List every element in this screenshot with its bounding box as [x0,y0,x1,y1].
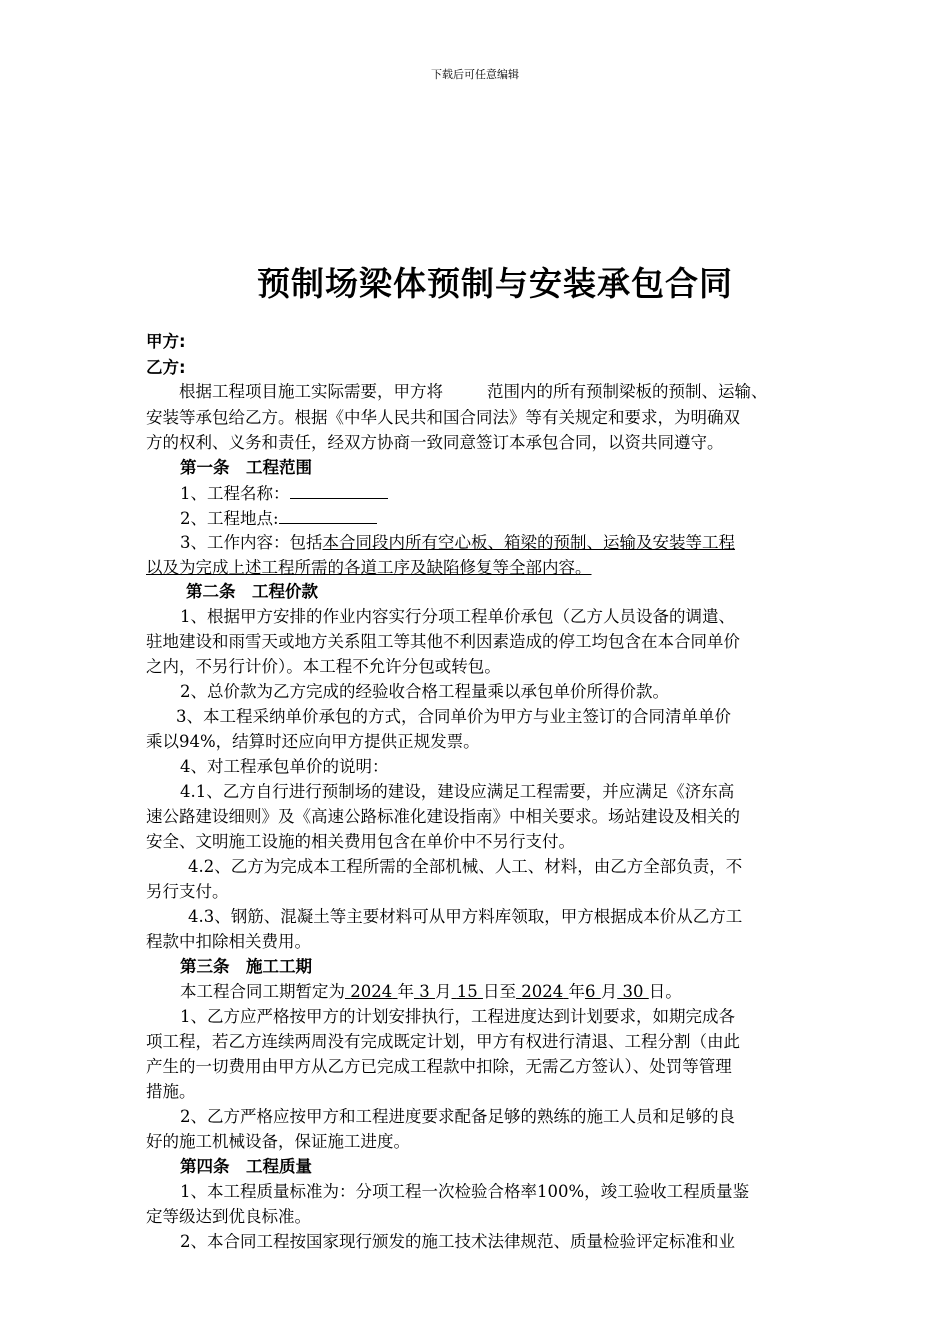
article-3-heading: 第三条 施工工期 [180,957,312,976]
page-header: 下载后可任意编辑 [431,68,519,81]
party-a-label: 甲方: [146,332,186,351]
project-name-blank [290,481,388,499]
art2-p42-line-1: 4.2、乙方为完成本工程所需的全部机械、人工、材料，由乙方全部负责，不 [188,857,743,876]
work-content-underlined-1: 本合同段内所有空心板、箱梁的预制、运输及安装等工程 [322,533,735,552]
art3-p2-line-1: 2、乙方严格应按甲方和工程进度要求配备足够的熟练的施工人员和足够的良 [180,1107,735,1126]
art2-p43-line-2: 程款中扣除相关费用。 [146,932,311,951]
art4-p1-line-2: 定等级达到优良标准。 [146,1207,311,1226]
intro-line-1 [146,380,846,404]
work-content-row [146,531,880,555]
art3-p1-line-3: 产生的一切费用由甲方从乙方已完成工程款中扣除，无需乙方签认）、处罚等管理 [146,1057,732,1076]
art2-p2: 2、总价款为乙方完成的经验收合格工程量乘以承包单价所得价款。 [180,682,669,701]
end-day-unit: 日。 [648,982,682,1001]
art2-p41-line-2: 速公路建设细则》及《高速公路标准化建设指南》中相关要求。场站建设及相关的 [146,807,740,826]
end-day: 30 [622,982,644,1001]
period-row [146,980,880,1004]
end-year-unit: 年 [568,982,585,1001]
art3-p1-line-4: 措施。 [146,1082,196,1101]
project-place-blank [279,506,377,524]
art3-p1-line-2: 项工程，若乙方连续两周没有完成既定计划，甲方有权进行清退、工程分割（由此 [146,1032,740,1051]
project-name-row [146,481,880,506]
art3-p1-line-1: 1、乙方应严格按甲方的计划安排执行，工程进度达到计划要求，如期完成各 [180,1007,735,1026]
start-year-unit: 年 [397,982,414,1001]
end-month: 6 [585,982,596,1001]
art3-p2-line-2: 好的施工机械设备，保证施工进度。 [146,1132,410,1151]
intro-line-2: 安装等承包给乙方。根据《中华人民共和国合同法》等有关规定和要求，为明确双 [146,408,740,427]
intro-line-3: 方的权利、义务和责任，经双方协商一致同意签订本承包合同，以资共同遵守。 [146,433,724,452]
intro-line-1a: 根据工程项目施工实际需要，甲方将 [179,382,443,401]
start-year: 2024 [350,982,393,1001]
contract-title: 预制场梁体预制与安装承包合同 [257,264,733,303]
project-name-label: 1、工程名称： [180,484,290,503]
work-content-row-2 [146,556,846,580]
start-month-unit: 月 [435,982,452,1001]
end-year: 2024 [521,982,564,1001]
art2-p41-line-3: 安全、文明施工设施的相关费用包含在单价中不另行支付。 [146,832,575,851]
article-4-heading: 第四条 工程质量 [180,1157,312,1176]
start-day: 15 [456,982,478,1001]
start-day-unit: 日至 [483,982,516,1001]
art4-p1-line-1: 1、本工程质量标准为：分项工程一次检验合格率100%，竣工验收工程质量鉴 [180,1182,750,1201]
art4-p2: 2、本合同工程按国家现行颁发的施工技术法律规范、质量检验评定标准和业 [180,1232,735,1251]
art2-p4: 4、对工程承包单价的说明： [180,757,389,776]
art2-p1-line-3: 之内，不另行计价）。本工程不允许分包或转包。 [146,657,501,676]
period-prefix: 本工程合同工期暂定为 [180,982,345,1001]
project-place-label: 2、工程地点: [180,509,279,528]
art2-p43-line-1: 4.3、钢筋、混凝土等主要材料可从甲方料库领取，甲方根据成本价从乙方工 [188,907,743,926]
work-content-underlined-2: 以及为完成上述工程所需的各道工序及缺陷修复等全部内容。 [146,558,592,577]
article-1-heading: 第一条 工程范围 [180,458,312,477]
article-2-heading: 第二条 工程价款 [186,582,318,601]
art2-p3-line-1: 3、本工程采纳单价承包的方式，合同单价为甲方与业主签订的合同清单单价 [176,707,731,726]
intro-line-1b: 范围内的所有预制梁板的预制、运输、 [487,382,768,401]
project-place-row [146,506,880,531]
start-month: 3 [419,982,430,1001]
work-content-label: 3、工作内容：包括 [180,533,323,552]
end-month-unit: 月 [600,982,618,1001]
art2-p3-line-2: 乘以94%，结算时还应向甲方提供正规发票。 [146,732,480,751]
art2-p41-line-1: 4.1、乙方自行进行预制场的建设，建设应满足工程需要，并应满足《济东高 [180,782,735,801]
art2-p1-line-1: 1、根据甲方安排的作业内容实行分项工程单价承包（乙方人员设备的调遣、 [180,607,735,626]
party-b-label: 乙方: [146,358,186,377]
art2-p1-line-2: 驻地建设和雨雪天或地方关系阻工等其他不利因素造成的停工均包含在本合同单价 [146,632,740,651]
art2-p42-line-2: 另行支付。 [146,882,229,901]
